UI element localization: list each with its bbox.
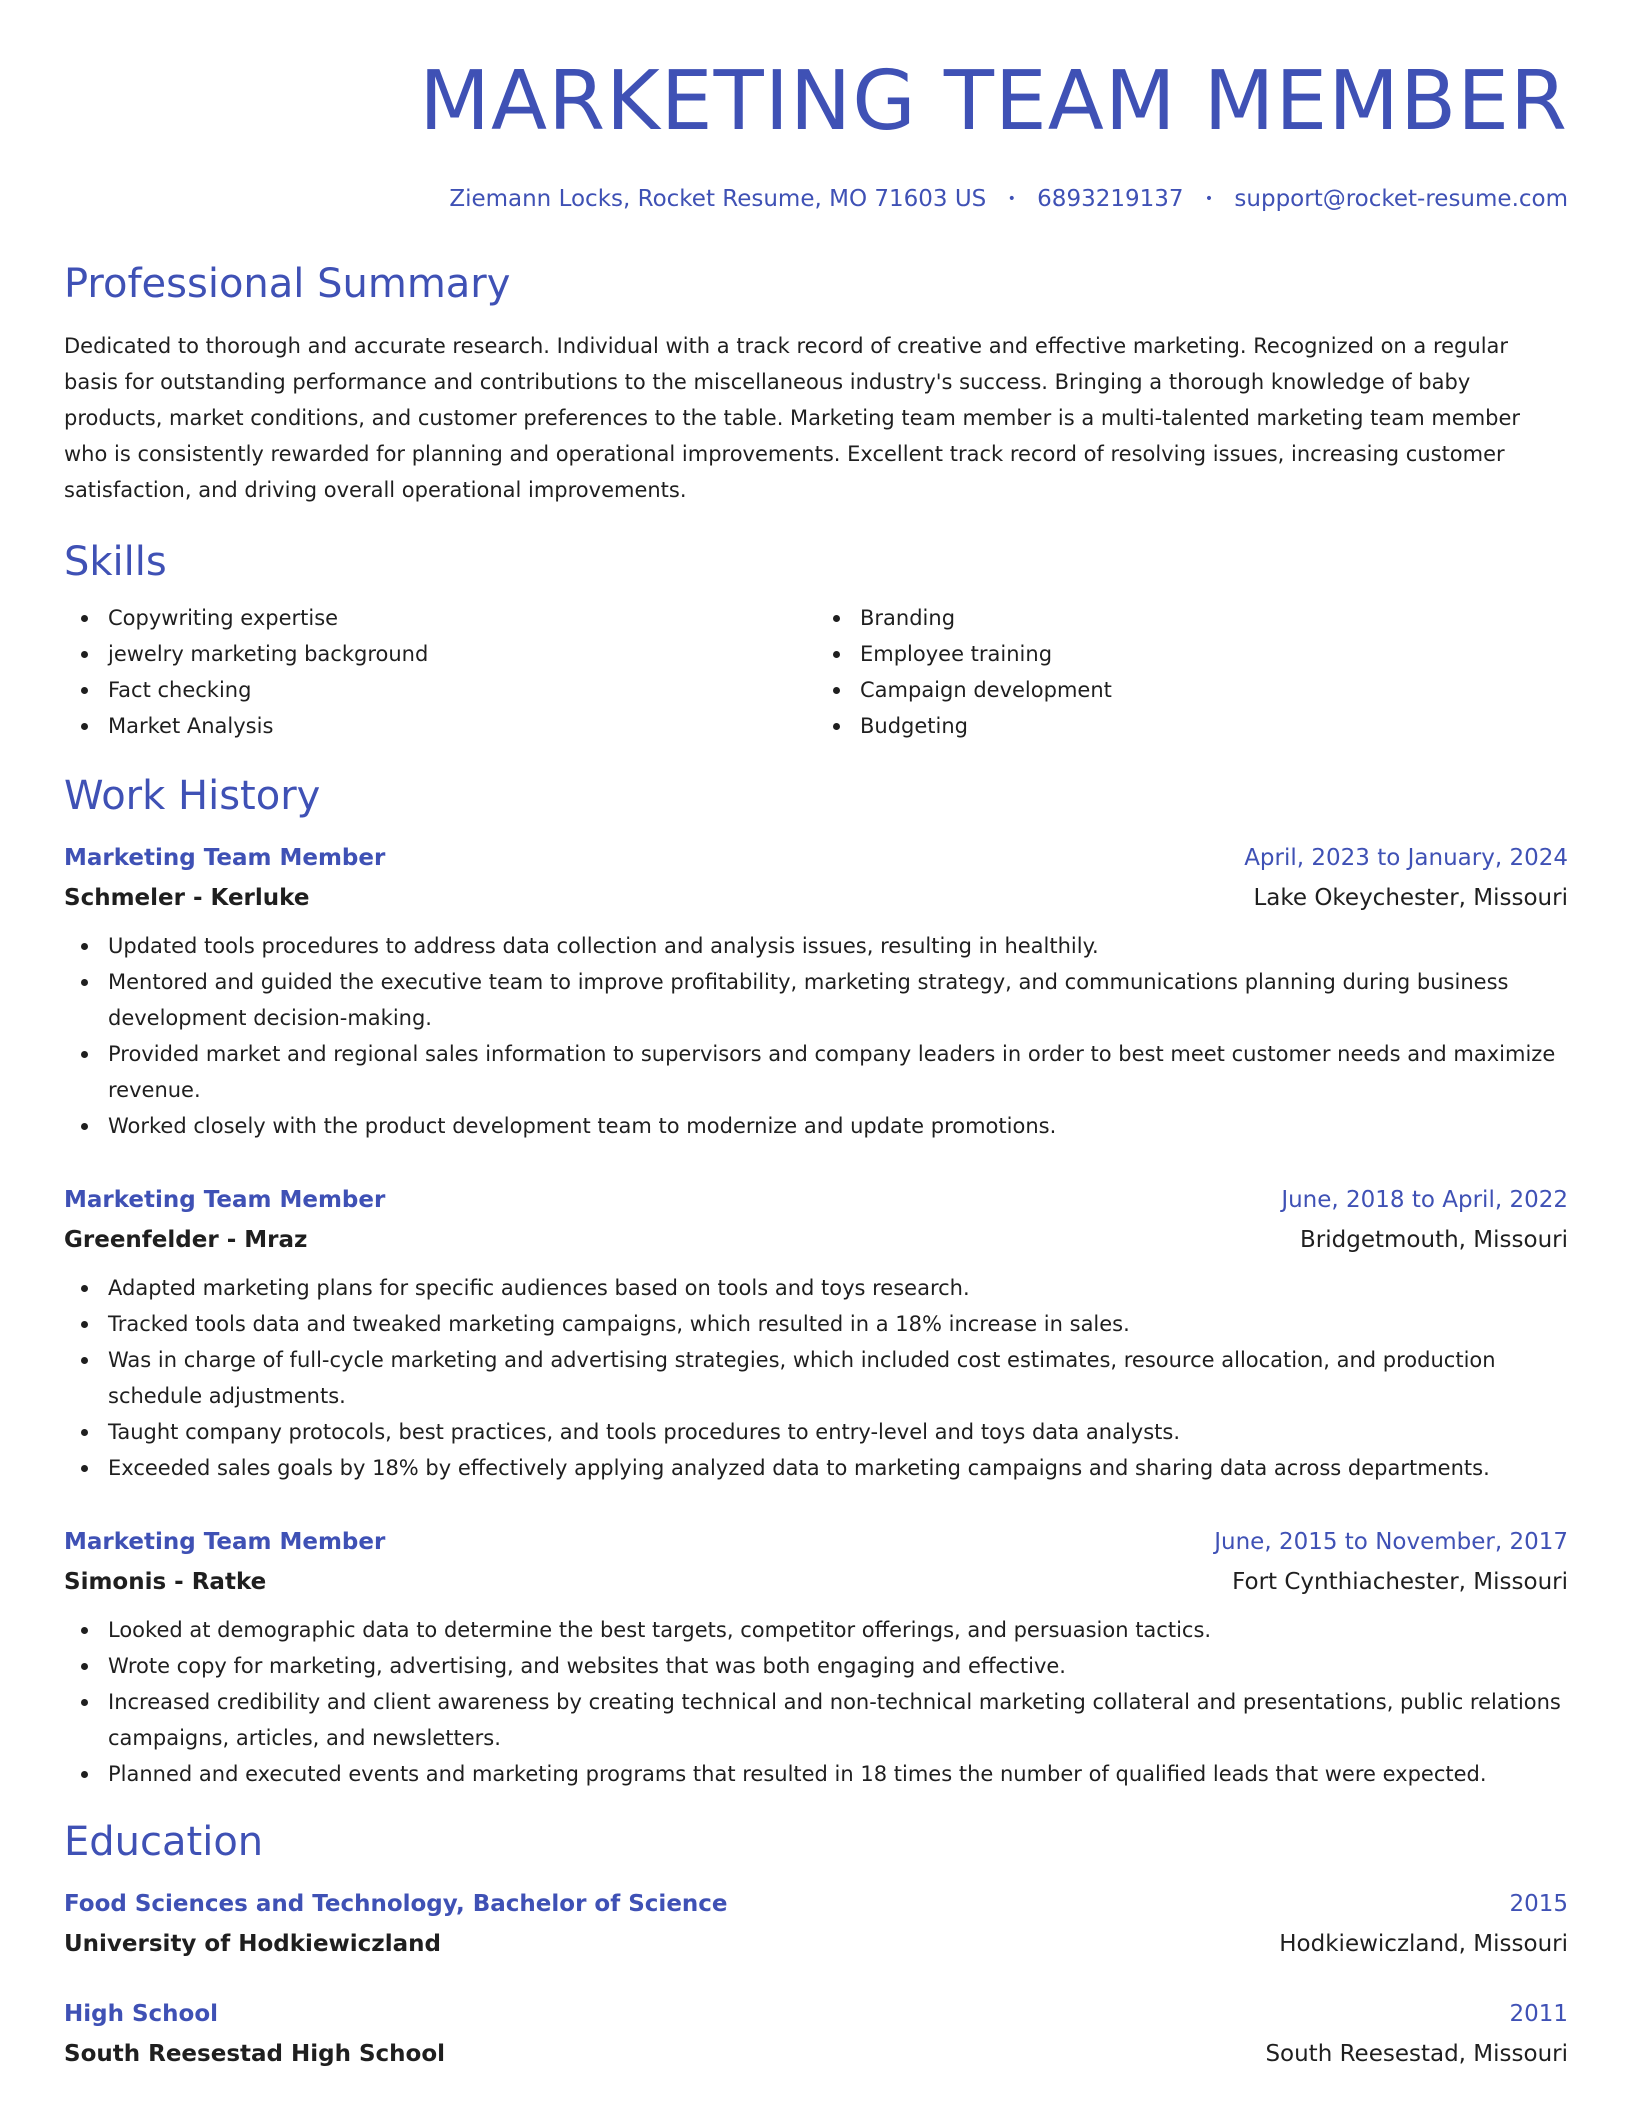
education-entry	[64, 1994, 1568, 2074]
job-bullets	[64, 1270, 1568, 1486]
job-company: Greenfelder - Mraz	[64, 1227, 308, 1253]
job-location: Fort Cynthiachester, Missouri	[1232, 1569, 1568, 1595]
job-bullet: Worked closely with the product development team to modernize and update promotions.	[108, 1108, 1568, 1144]
education-entry	[64, 1884, 1568, 1964]
job-bullet: Adapted marketing plans for specific audiences based on tools and toys research.	[108, 1270, 1568, 1306]
job-bullet: Increased credibility and client awareness by creating technical and non-technical marketing collateral and presentations, public relations campaigns, articles, and newsletters.	[108, 1684, 1568, 1756]
job-bullet: Planned and executed events and marketing programs that resulted in 18 times the number of qualified leads that were expected.	[108, 1756, 1568, 1792]
work-history-section	[64, 772, 1568, 1792]
summary-heading: Professional Summary	[64, 261, 511, 307]
job-dates: June, 2015 to November, 2017	[1214, 1529, 1568, 1555]
job-company-row	[64, 1562, 1568, 1602]
education-school-row	[64, 2034, 1568, 2074]
job-header-row	[64, 1180, 1568, 1220]
job-header-row	[64, 838, 1568, 878]
job-dates: April, 2023 to January, 2024	[1244, 845, 1568, 871]
job-role: Marketing Team Member	[64, 1187, 386, 1213]
job-location: Bridgetmouth, Missouri	[1300, 1227, 1568, 1253]
skill-item: Branding	[860, 600, 1568, 636]
job-bullet: Updated tools procedures to address data collection and analysis issues, resulting in healthily.	[108, 928, 1568, 964]
education-school: University of Hodkiewiczland	[64, 1931, 441, 1957]
skills-columns	[64, 600, 1568, 744]
job-header-row	[64, 1522, 1568, 1562]
candidate-title: MARKETING TEAM MEMBER	[419, 54, 1568, 149]
education-header-row	[64, 1884, 1568, 1924]
job-dates: June, 2018 to April, 2022	[1281, 1187, 1568, 1213]
summary-section	[64, 260, 1568, 508]
education-school: South Reesestad High School	[64, 2041, 446, 2067]
contact-address: Ziemann Locks, Rocket Resume, MO 71603 US	[449, 186, 987, 212]
job-bullet: Mentored and guided the executive team to improve profitability, marketing strategy, and communications planning during business development decision-making.	[108, 964, 1568, 1036]
skills-section	[64, 538, 1568, 744]
skill-item: Market Analysis	[108, 708, 816, 744]
job-bullet: Tracked tools data and tweaked marketing campaigns, which resulted in a 18% increase in sales.	[108, 1306, 1568, 1342]
skill-item: Campaign development	[860, 672, 1568, 708]
job-company: Simonis - Ratke	[64, 1569, 267, 1595]
job-entry	[64, 1180, 1568, 1486]
education-location: South Reesestad, Missouri	[1265, 2041, 1568, 2067]
job-company-row	[64, 1220, 1568, 1260]
resume-header	[64, 0, 1568, 216]
summary-text: Dedicated to thorough and accurate research. Individual with a track record of creative and effective marketing. Recognized on a regular basis for outstanding performance and contributions to the miscellaneous industry's success. Bringing a thorough knowledge of baby products, market conditions, and customer preferences to the table. Marketing team member is a multi-talented marketing team member who is consistently rewarded for planning and operational improvements. Excellent track record of resolving issues, increasing customer satisfaction, and driving overall operational improvements.	[64, 334, 1521, 502]
contact-separator: •	[1007, 191, 1016, 207]
job-company-row	[64, 878, 1568, 918]
work-history-heading: Work History	[64, 773, 321, 819]
education-year: 2011	[1509, 2001, 1568, 2027]
education-year: 2015	[1509, 1891, 1568, 1917]
skills-right-column	[816, 600, 1568, 744]
job-bullet: Wrote copy for marketing, advertising, and websites that was both engaging and effective.	[108, 1648, 1568, 1684]
job-role: Marketing Team Member	[64, 845, 386, 871]
skills-heading: Skills	[64, 539, 167, 585]
education-degree: High School	[64, 2001, 219, 2027]
job-location: Lake Okeychester, Missouri	[1253, 885, 1568, 911]
contact-email[interactable]: support@rocket-resume.com	[1234, 186, 1568, 212]
job-bullets	[64, 1612, 1568, 1792]
education-school-row	[64, 1924, 1568, 1964]
job-bullet: Was in charge of full-cycle marketing and advertising strategies, which included cost estimates, resource allocation, and production schedule adjustments.	[108, 1342, 1568, 1414]
job-bullet: Provided market and regional sales information to supervisors and company leaders in order to best meet customer needs and maximize revenue.	[108, 1036, 1568, 1108]
skill-item: jewelry marketing background	[108, 636, 816, 672]
job-entry	[64, 838, 1568, 1144]
education-header-row	[64, 1994, 1568, 2034]
skill-item: Copywriting expertise	[108, 600, 816, 636]
skill-item: Budgeting	[860, 708, 1568, 744]
contact-phone: 6893219137	[1037, 186, 1184, 212]
skill-item: Fact checking	[108, 672, 816, 708]
education-degree: Food Sciences and Technology, Bachelor of Science	[64, 1891, 728, 1917]
contact-line	[64, 182, 1568, 216]
job-bullet: Exceeded sales goals by 18% by effectively applying analyzed data to marketing campaigns and sharing data across departments.	[108, 1450, 1568, 1486]
contact-separator: •	[1204, 191, 1214, 207]
job-role: Marketing Team Member	[64, 1529, 386, 1555]
skill-item: Employee training	[860, 636, 1568, 672]
skills-left-column	[64, 600, 816, 744]
education-heading: Education	[64, 1819, 264, 1865]
education-section	[64, 1818, 1568, 2074]
job-company: Schmeler - Kerluke	[64, 885, 310, 911]
education-location: Hodkiewiczland, Missouri	[1279, 1931, 1568, 1957]
job-bullet: Looked at demographic data to determine the best targets, competitor offerings, and persuasion tactics.	[108, 1612, 1568, 1648]
job-bullet: Taught company protocols, best practices, and tools procedures to entry-level and toys data analysts.	[108, 1414, 1568, 1450]
job-entry	[64, 1522, 1568, 1792]
job-bullets	[64, 928, 1568, 1144]
